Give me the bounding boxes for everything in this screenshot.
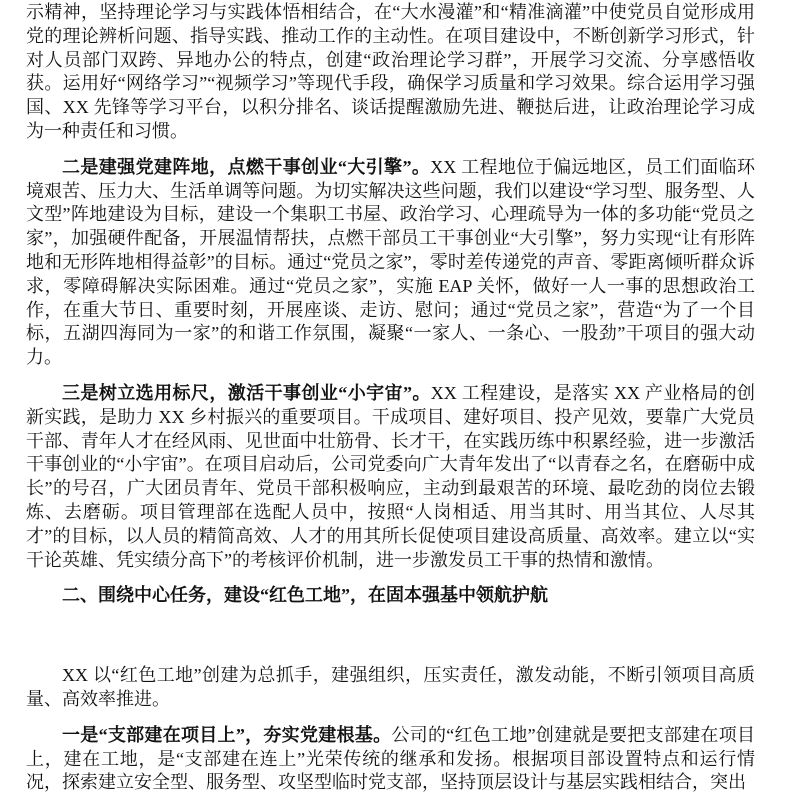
paragraph-point-2-body: XX 工程地位于偏远地区，员工们面临环境艰苦、压力大、生活单调等问题。为切实解决这些问题，我们以建设“学习型、服务型、人文型”阵地建设为目标，建设一个集职工书屋、政治学习、心理疏导为一体的多功能“党员之家”，加强硬件配备，开展温情帮扶，点燃干部员工干事创业“大引擎”，努力实现“让有形阵地和无形阵地相得益彰”的目标。通过“党员之家”，零时差传递党的声音、零距离倾听群众诉求，零障碍解决实际困难。通过“党员之家”，实施 EAP 关怀，做好一人一事的思想政治工作，在重大节日、重要时刻，开展座谈、走访、慰问；通过“党员之家”，营造“为了一个目标，五湖四海同为一家”的和谐工作氛围，凝聚“一家人、一条心、一股劲”干项目的强大动力。 <box>26 156 756 368</box>
paragraph-point-3 <box>26 382 755 572</box>
paragraph-point-1-body: 公司的“红色工地”创建就是要把支部建在项目上，建在工地，是“支部建在连上”光荣传统的继承和发扬。根据项目部设置特点和运行情况，探索建立安全型、服务型、攻坚型临时党支部，坚持顶层设计与基层实践相结合，突出 <box>26 724 756 793</box>
paragraph-point-2-lead: 二是建强党建阵地，点燃干事创业“大引擎”。 <box>62 156 431 177</box>
section-heading: 二、围绕中心任务，建设“红色工地”，在固本强基中领航护航 <box>62 585 548 606</box>
paragraph-point-1 <box>26 724 755 795</box>
paragraph-continuation: 示精神，坚持理论学习与实践体悟相结合，在“大水漫灌”和“精准滴灌”中使党员自觉形成用党的理论辨析问题、指导实践、推动工作的主动性。在项目建设中，不断创新学习形式，针对人员部门双跨、异地办公的特点，创建“政治理论学习群”，开展学习交流、分享感悟收获。运用好“网络学习”“视频学习”等现代手段，确保学习质量和学习效果。综合运用学习强国、XX 先锋等学习平台，以积分排名、谈话提醒激励先进、鞭挞后进，让政治理论学习成为一种责任和习惯。 <box>26 2 755 141</box>
paragraph-point-2 <box>26 156 755 370</box>
page-break-gap <box>26 608 755 664</box>
paragraph-point-1-lead: 一是“支部建在项目上”，夯实党建根基。 <box>62 724 392 745</box>
paragraph-point-3-lead: 三是树立选用标尺，激活干事创业“小宇宙”。 <box>62 382 431 403</box>
paragraph-point-3-body: XX 工程建设，是落实 XX 产业格局的创新实践，是助力 XX 乡村振兴的重要项目。干成项目、建好项目、投产见效，要靠广大党员干部、青年人才在经风雨、见世面中壮筋骨、长才干，在实践历练中积累经验，进一步激活干事创业的“小宇宙”。在项目启动后，公司党委向广大青年发出了“以青春之名，在磨砺中成长”的号召，广大团员青年、党员干部积极响应，主动到最艰苦的环境、最吃劲的岗位去锻炼、去磨砺。项目管理部在选配人员中，按照“人岗相适、用当其时、用当其位、人尽其才”的目标，以人员的精简高效、人才的用其所长促使项目建设高质量、高效率。建立以“实干论英雄、凭实绩分高下”的考核评价机制，进一步激发员工干事的热情和激情。 <box>26 382 755 570</box>
paragraph-section-intro: XX 以“红色工地”创建为总抓手，建强组织，压实责任，激发动能，不断引领项目高质量、高效率推进。 <box>26 665 755 709</box>
